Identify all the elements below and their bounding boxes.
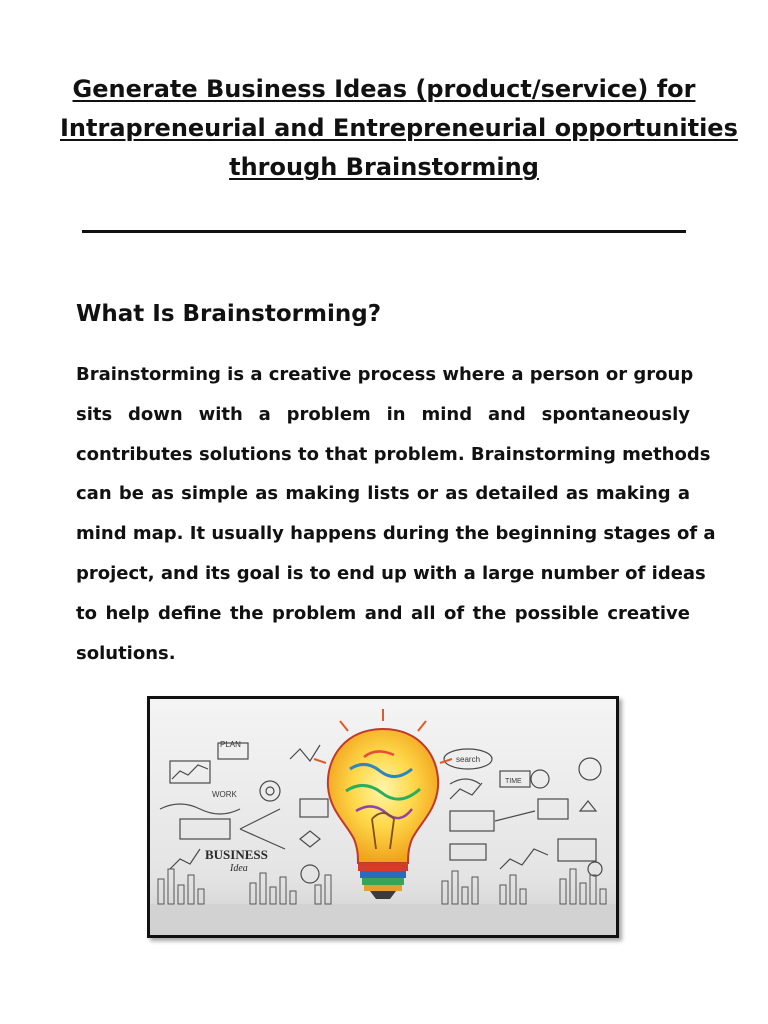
title-line-2: Intrapreneurial and Entrepreneurial opportunities [60,114,738,142]
sketch-label-plan: PLAN [220,740,241,749]
sketch-label-work: WORK [212,790,237,799]
paragraph-line-7: to help define the problem and all of the possible creative [76,603,690,624]
sketch-label-idea: Idea [230,863,248,874]
paragraph-line-8: solutions. [76,643,176,664]
paragraph-line-5: mind map. It usually happens during the beginning stages of a [76,523,716,544]
section-heading: What Is Brainstorming? [76,301,382,327]
sketch-label-business: BUSINESS [205,847,268,862]
paragraph-line-2: sits down with a problem in mind and spontaneously [76,404,690,425]
brainstorming-lightbulb-image [147,696,619,938]
paragraph-line-3: contributes solutions to that problem. Brainstorming methods [76,444,711,465]
separator-rule [82,230,686,233]
sketch-label-time: TIME [505,778,522,785]
title-line-3: through Brainstorming [229,153,539,181]
paragraph-line-4: can be as simple as making lists or as detailed as making a [76,483,690,504]
paragraph-line-1: Brainstorming is a creative process where a person or group [76,364,694,385]
title-line-1: Generate Business Ideas (product/service) for [72,75,696,103]
sketch-label-search: search [456,755,481,764]
document-title [60,70,738,187]
paragraph-line-6: project, and its goal is to end up with a large number of ideas [76,563,706,584]
